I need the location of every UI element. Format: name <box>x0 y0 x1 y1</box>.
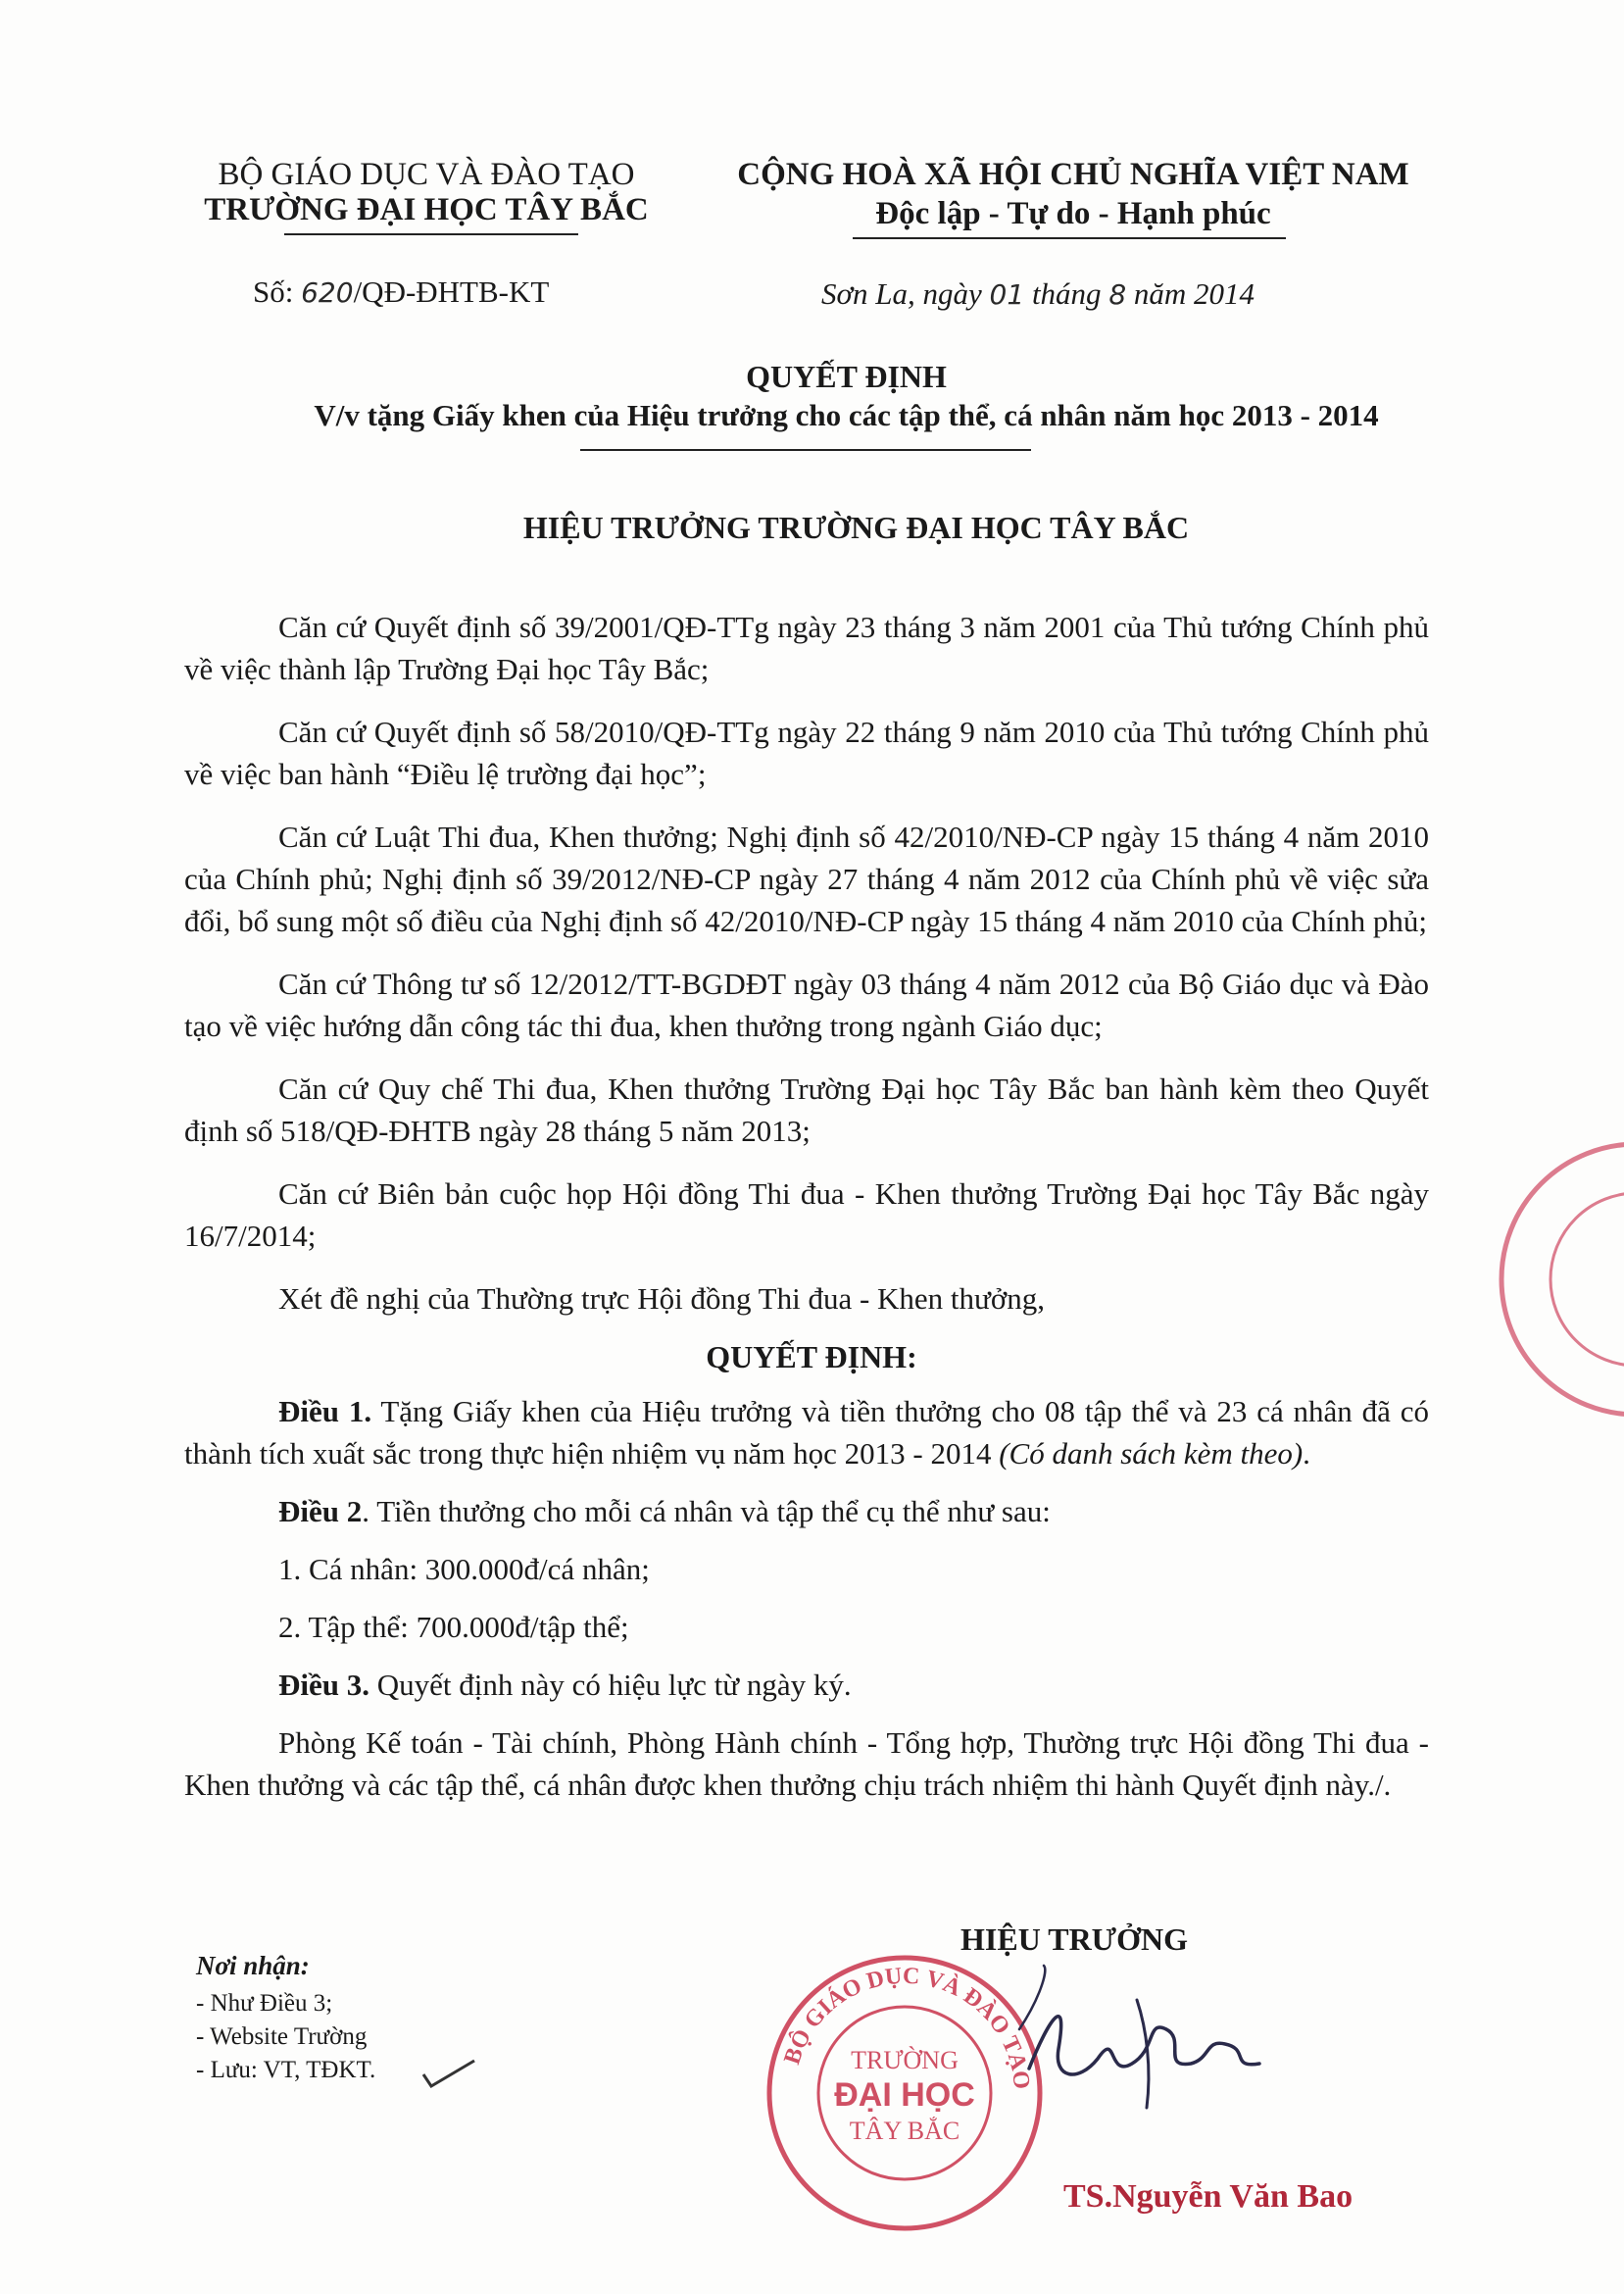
place-date-part2: tháng <box>1031 276 1102 311</box>
article-2-label: Điều 2 <box>278 1494 363 1528</box>
recipient-1: - Như Điều 3; <box>196 1990 333 2017</box>
university-name: TRƯỜNG ĐẠI HỌC TÂY BẮC <box>204 192 649 227</box>
preamble-2: Căn cứ Quyết định số 58/2010/QĐ-TTg ngày 22 tháng 9 năm 2010 của Thủ tướng Chính phủ về việc ban hành “Điều lệ trường đại học”; <box>184 715 1429 791</box>
article-1-end: . <box>1303 1436 1310 1471</box>
seal-line-3: TÂY BẮC <box>849 2117 960 2145</box>
decision-subject: V/v tặng Giấy khen của Hiệu trưởng cho các tập thể, cá nhân năm học 2013 - 2014 <box>314 398 1379 432</box>
place-date-part1: Sơn La, ngày <box>821 276 982 311</box>
seal-line-2: ĐẠI HỌC <box>834 2076 975 2114</box>
seal-line-1: TRƯỜNG <box>851 2046 959 2074</box>
handwritten-signature <box>1000 1961 1294 2118</box>
preamble-5: Căn cứ Quy chế Thi đua, Khen thưởng Trường Đại học Tây Bắc ban hành kèm theo Quyết định số 518/QĐ-ĐHTB ngày 28 tháng 5 năm 2013; <box>184 1072 1429 1148</box>
article-2-item-1: 1. Cá nhân: 300.000đ/cá nhân; <box>278 1552 650 1586</box>
article-2-item-2: 2. Tập thể: 700.000đ/tập thể; <box>278 1610 629 1644</box>
ministry-name: BỘ GIÁO DỤC VÀ ĐÀO TẠO <box>218 157 635 192</box>
document-body <box>184 606 1429 1826</box>
signer-title: HIỆU TRƯỞNG <box>960 1921 1189 1957</box>
motto: Độc lập - Tự do - Hạnh phúc <box>875 196 1271 231</box>
preamble-4: Căn cứ Thông tư số 12/2012/TT-BGDĐT ngày 03 tháng 4 năm 2012 của Bộ Giáo dục và Đào tạo về việc hướng dẫn công tác thi đua, khen thưởng trong ngành Giáo dục; <box>184 967 1429 1043</box>
document-number <box>253 274 549 310</box>
motto-underline <box>853 237 1286 239</box>
article-1-label: Điều 1. <box>278 1394 372 1428</box>
preamble-1: Căn cứ Quyết định số 39/2001/QĐ-TTg ngày 23 tháng 3 năm 2001 của Thủ tướng Chính phủ về việc thành lập Trường Đại học Tây Bắc; <box>184 610 1429 686</box>
decision-heading: QUYẾT ĐỊNH: <box>706 1339 917 1374</box>
month-handwritten: 8 <box>1108 278 1127 311</box>
article-1-text: Tặng Giấy khen của Hiệu trưởng và tiền thưởng cho 08 tập thể và 23 cá nhân đã có thành tích xuất sắc trong thực hiện nhiệm vụ năm học 2013 - 2014 <box>184 1394 1429 1471</box>
day-handwritten: 01 <box>989 278 1025 311</box>
signer-name: TS.Nguyễn Văn Bao <box>1063 2178 1353 2215</box>
place-date-part3: năm 2014 <box>1133 276 1255 311</box>
article-3-text: Quyết định này có hiệu lực từ ngày ký. <box>369 1668 852 1702</box>
initials-checkmark <box>419 2057 478 2092</box>
number-handwritten: 620 <box>301 276 354 309</box>
recipient-2: - Website Trường <box>196 2023 368 2050</box>
issuing-authority: HIỆU TRƯỞNG TRƯỜNG ĐẠI HỌC TÂY BẮC <box>522 510 1190 545</box>
preamble-6: Căn cứ Biên bản cuộc họp Hội đồng Thi đua - Khen thưởng Trường Đại học Tây Bắc ngày 16/7/2014; <box>184 1176 1429 1253</box>
number-suffix: /QĐ-ĐHTB-KT <box>353 274 550 309</box>
subject-underline <box>580 449 1031 451</box>
article-1-note: (Có danh sách kèm theo) <box>999 1436 1304 1471</box>
recipients-heading: Nơi nhận: <box>196 1951 310 1980</box>
country-name: CỘNG HOÀ XÃ HỘI CHỦ NGHĨA VIỆT NAM <box>737 157 1409 192</box>
article-2 <box>184 1490 1429 1532</box>
place-date <box>821 276 1255 312</box>
article-2-text: . Tiền thưởng cho mỗi cá nhân và tập thể cụ thể như sau: <box>362 1494 1051 1528</box>
decision-title: QUYẾT ĐỊNH <box>746 359 947 394</box>
preamble-3: Căn cứ Luật Thi đua, Khen thưởng; Nghị định số 42/2010/NĐ-CP ngày 15 tháng 4 năm 2010 của Chính phủ; Nghị định số 39/2012/NĐ-CP ngày 27 tháng 4 năm 2012 của Chính phủ về việc sửa đổi, bổ sung một số điều của Nghị định số 42/2010/NĐ-CP ngày 15 tháng 4 năm 2010 của Chính phủ; <box>184 820 1429 938</box>
article-3 <box>184 1664 1429 1706</box>
university-underline <box>284 233 578 235</box>
preamble-7: Xét đề nghị của Thường trực Hội đồng Thi đua - Khen thưởng, <box>278 1281 1045 1316</box>
partial-seal-edge <box>1480 1137 1624 1421</box>
article-1 <box>184 1390 1429 1474</box>
closing-paragraph: Phòng Kế toán - Tài chính, Phòng Hành chính - Tổng hợp, Thường trực Hội đồng Thi đua - Khen thưởng và các tập thể, cá nhân được khen thưởng chịu trách nhiệm thi hành Quyết định này./. <box>184 1725 1429 1802</box>
article-3-label: Điều 3. <box>278 1668 369 1702</box>
recipient-3: - Lưu: VT, TĐKT. <box>196 2057 376 2083</box>
number-prefix: Số: <box>253 274 294 309</box>
seal-arc-text: BỘ GIÁO DỤC VÀ ĐÀO TẠO <box>779 1963 1035 2091</box>
